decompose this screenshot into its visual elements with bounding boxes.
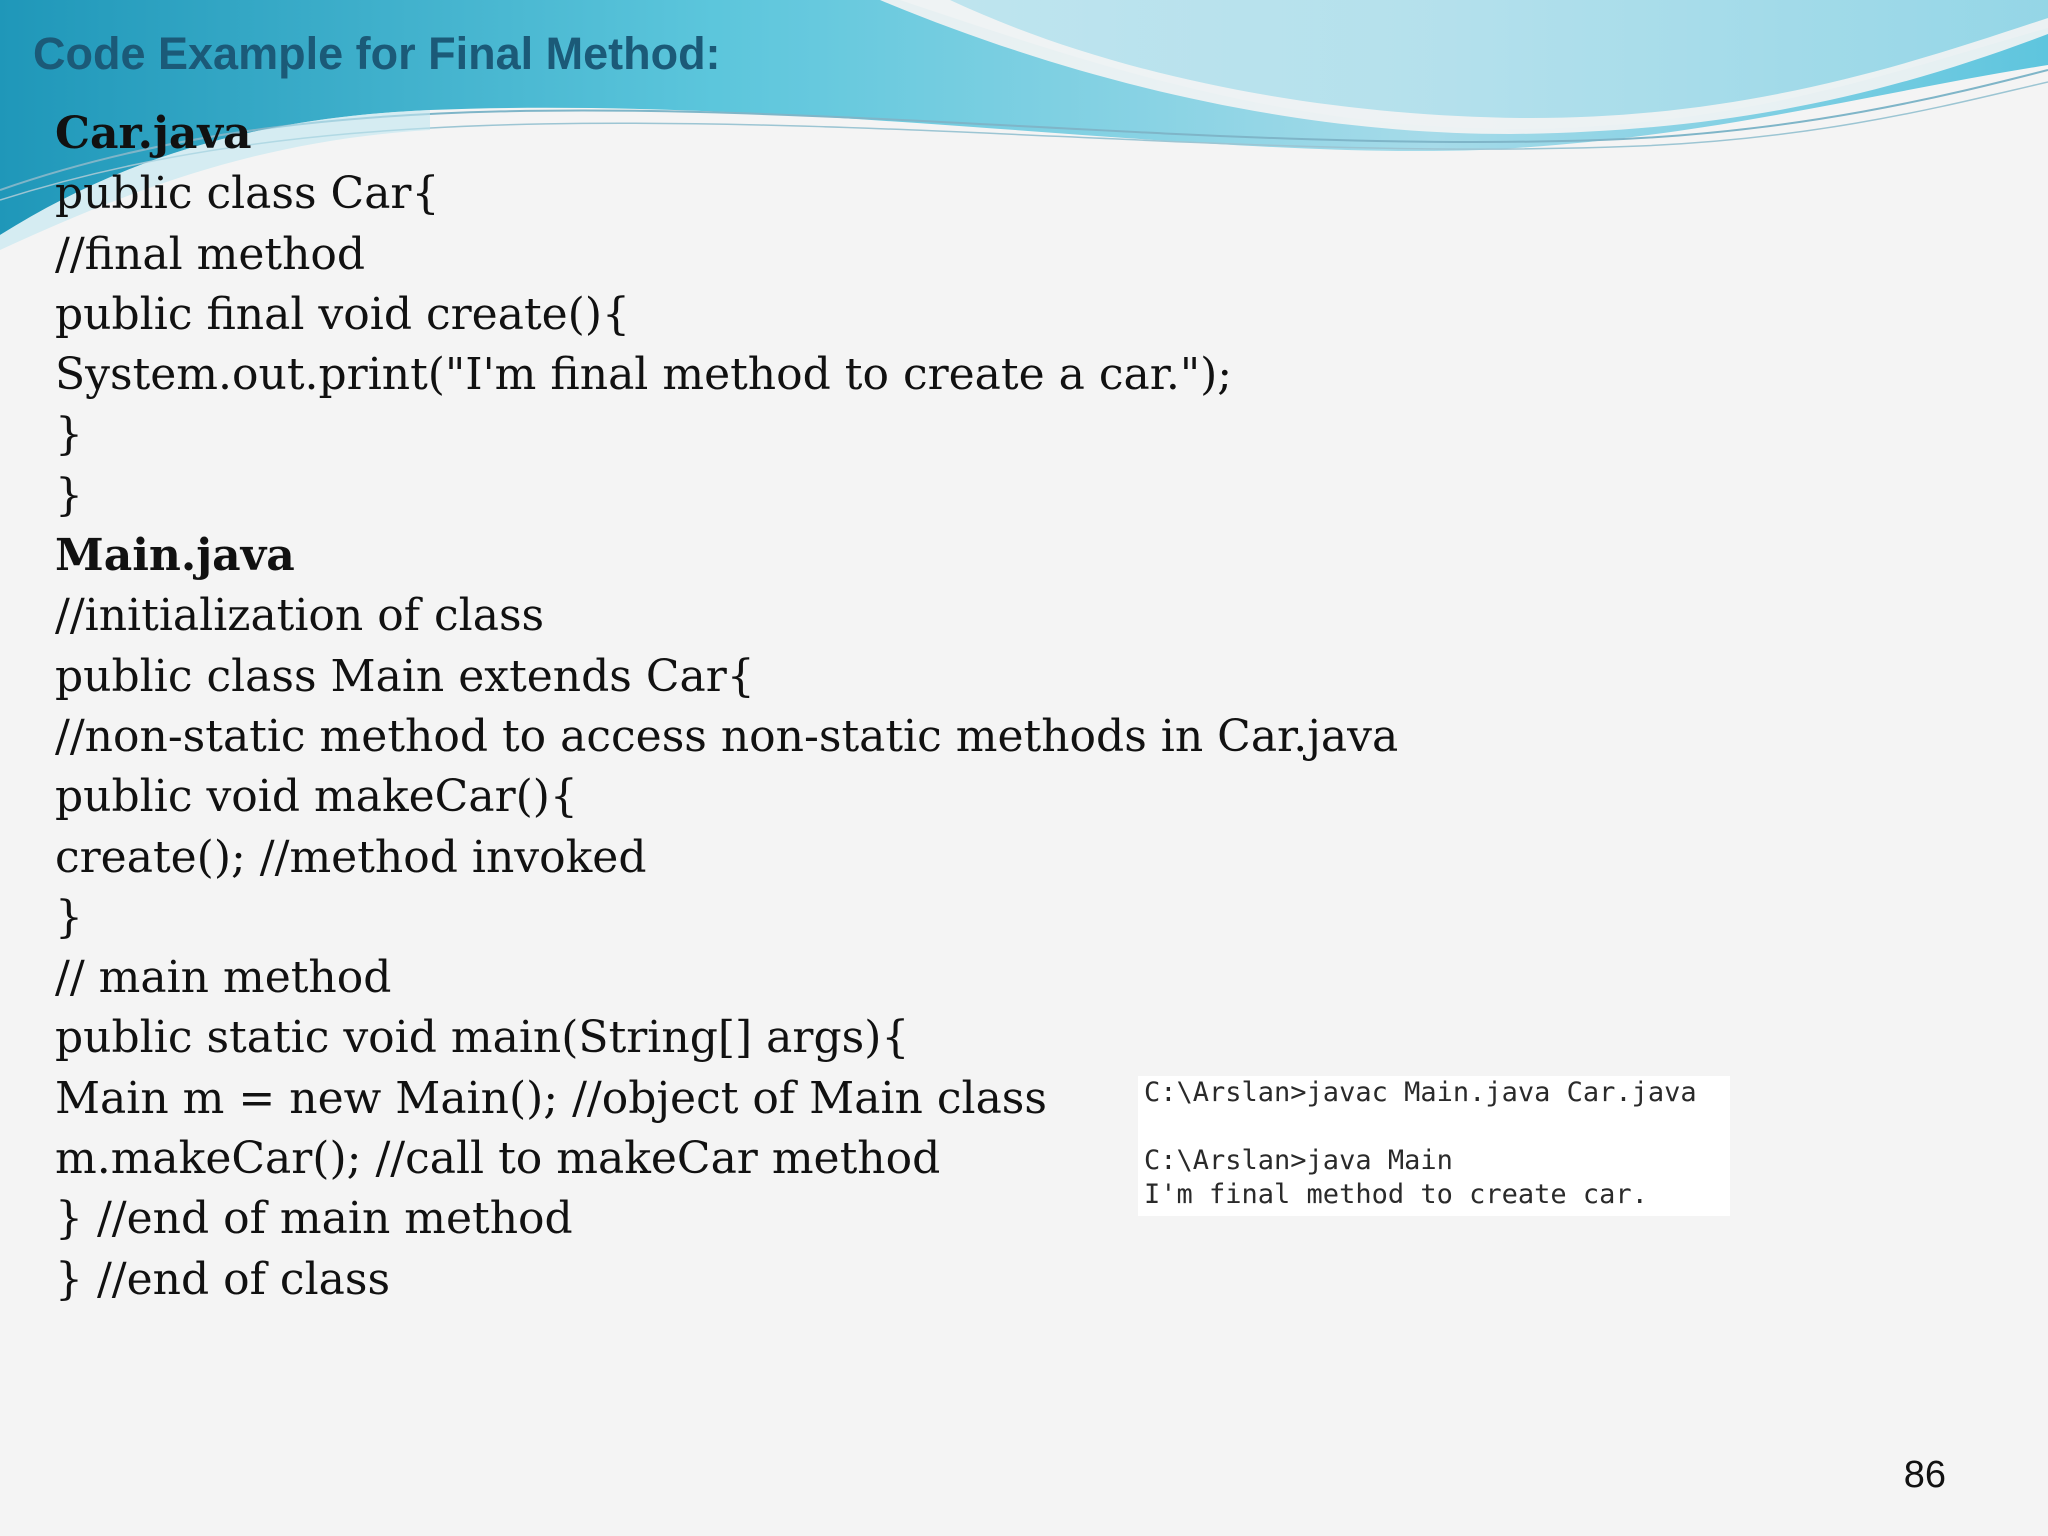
console-line: C:\Arslan>java Main [1144,1145,1453,1176]
code-line: Main m = new Main(); //object of Main class [55,1072,1047,1124]
code-line: } //end of class [55,1253,391,1305]
code-line: // main method [55,952,392,1004]
code-line: public class Car{ [55,168,440,220]
code-line: //non-static method to access non-static methods in Car.java [55,710,1399,762]
code-line: } [55,409,83,461]
console-blank-line [1144,1110,1730,1144]
code-line: public void makeCar(){ [55,771,578,823]
code-line: m.makeCar(); //call to makeCar method [55,1133,941,1185]
code-line: //final method [55,228,366,280]
file-name-heading: Main.java [55,530,295,582]
code-line: public static void main(String[] args){ [55,1012,910,1064]
code-line: System.out.print("I'm final method to create a car."); [55,349,1233,401]
console-output-screenshot [1138,1076,1730,1216]
code-line: } //end of main method [55,1193,573,1245]
console-line: I'm final method to create car. [1144,1179,1648,1210]
code-line: } [55,891,83,943]
code-line: public final void create(){ [55,288,630,340]
code-line: public class Main extends Car{ [55,650,755,702]
code-line: //initialization of class [55,590,545,642]
file-name-heading: Car.java [55,108,252,159]
console-line: C:\Arslan>javac Main.java Car.java [1144,1077,1697,1108]
code-line: create(); //method invoked [55,831,647,883]
slide-title: Code Example for Final Method: [33,28,721,79]
code-line: } [55,469,83,521]
page-number: 86 [1903,1454,1946,1496]
